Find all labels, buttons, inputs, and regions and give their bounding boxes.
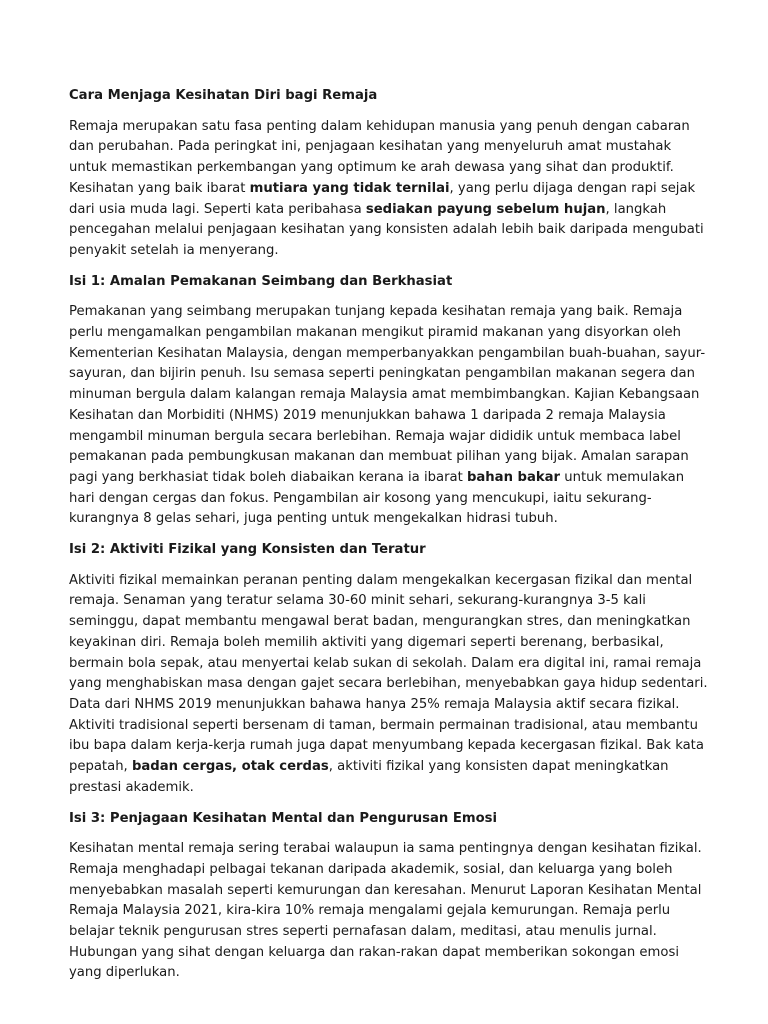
section-2-text-1: Aktiviti fizikal memainkan peranan penting dalam mengekalkan kecergasan fizikal dan mental remaja. Senaman yang teratur selama 30-60 minit sehari, sekurang-kurangnya 3-5 kali seminggu, dapat membantu mengawal berat badan, mengurangkan stres, dan meningkatkan keyakinan diri. Remaja boleh memilih aktiviti yang digemari seperti berenang, berbasikal, bermain bola sepak, atau menyertai kelab sukan di sekolah. Dalam era digital ini, ramai remaja yang menghabiskan masa dengan gajet secara berlebihan, menyebabkan gaya hidup sedentari. Data dari NHMS 2019 menunjukkan bahawa hanya 25% remaja Malaysia aktif secara fizikal. Aktiviti tradisional seperti bersenam di taman, bermain permainan tradisional, atau membantu ibu bapa dalam kerja-kerja rumah juga dapat menyumbang kepada kecergasan fizikal. Bak kata pepatah, (69, 572, 708, 775)
section-3-heading: Isi 3: Penjagaan Kesihatan Mental dan Pengurusan Emosi (69, 810, 498, 826)
section-3-paragraph (69, 839, 708, 984)
section-2-paragraph (69, 571, 708, 799)
intro-text-2: , yang perlu dijaga dengan rapi sejak dari usia muda lagi. Seperti kata peribahasa (69, 180, 696, 217)
section-1-bold-1: bahan bakar (466, 469, 561, 485)
intro-text-1: Remaja merupakan satu fasa penting dalam kehidupan manusia yang penuh dengan cabaran dan perubahan. Pada peringkat ini, penjagaan kesihatan yang menyeluruh amat mustahak untuk memastikan perkembangan yang optimum ke arah dewasa yang sihat dan produktif. Kesihatan yang baik ibarat (69, 118, 690, 196)
section-1-heading: Isi 1: Amalan Pemakanan Seimbang dan Berkhasiat (69, 273, 453, 289)
intro-bold-1: mutiara yang tidak ternilai (249, 180, 450, 196)
section-2-heading: Isi 2: Aktiviti Fizikal yang Konsisten dan Teratur (69, 542, 426, 558)
intro-paragraph (69, 117, 708, 262)
section-1-paragraph (69, 302, 708, 530)
document-title: Cara Menjaga Kesihatan Diri bagi Remaja (69, 88, 378, 103)
intro-bold-2: sediakan payung sebelum hujan (365, 201, 606, 217)
intro-text-3: , langkah pencegahan melalui penjagaan kesihatan yang konsisten adalah lebih baik daripada mengubati penyakit setelah ia menyerang. (69, 201, 704, 258)
section-3-text-1: Kesihatan mental remaja sering terabai walaupun ia sama pentingnya dengan kesihatan fizikal. Remaja menghadapi pelbagai tekanan daripada akademik, sosial, dan keluarga yang boleh menyebabkan masalah seperti kemurungan dan keresahan. Menurut Laporan Kesihatan Mental Remaja Malaysia 2021, kira-kira 10% remaja mengalami gejala kemurungan. Remaja perlu belajar teknik pengurusan stres seperti pernafasan dalam, meditasi, atau menulis jurnal. Hubungan yang sihat dengan keluarga dan rakan-rakan dapat memberikan sokongan emosi yang diperlukan. (69, 841, 702, 981)
section-1-text-2: untuk memulakan hari dengan cergas dan fokus. Pengambilan air kosong yang mencukupi, iaitu sekurang-kurangnya 8 gelas sehari, juga penting untuk mengekalkan hidrasi tubuh. (69, 469, 685, 527)
section-2-bold-1: badan cergas, otak cerdas (131, 759, 329, 775)
section-2-text-2: , aktiviti fizikal yang konsisten dapat meningkatkan prestasi akademik. (69, 759, 669, 795)
section-1-text-1: Pemakanan yang seimbang merupakan tunjang kepada kesihatan remaja yang baik. Remaja perlu mengamalkan pengambilan makanan mengikut piramid makanan yang disyorkan oleh Kementerian Kesihatan Malaysia, dengan memperbanyakkan pengambilan buah-buahan, sayur-sayuran, dan bijirin penuh. Isu semasa seperti peningkatan pengambilan makanan segera dan minuman bergula dalam kalangan remaja Malaysia amat membimbangkan. Kajian Kebangsaan Kesihatan dan Morbiditi (NHMS) 2019 menunjukkan bahawa 1 daripada 2 remaja Malaysia mengambil minuman bergula secara berlebihan. Remaja wajar dididik untuk membaca label pemakanan pada pembungkusan makanan dan membuat pilihan yang bijak. Amalan sarapan pagi yang berkhasiat tidak boleh diabaikan kerana ia ibarat (69, 304, 706, 485)
